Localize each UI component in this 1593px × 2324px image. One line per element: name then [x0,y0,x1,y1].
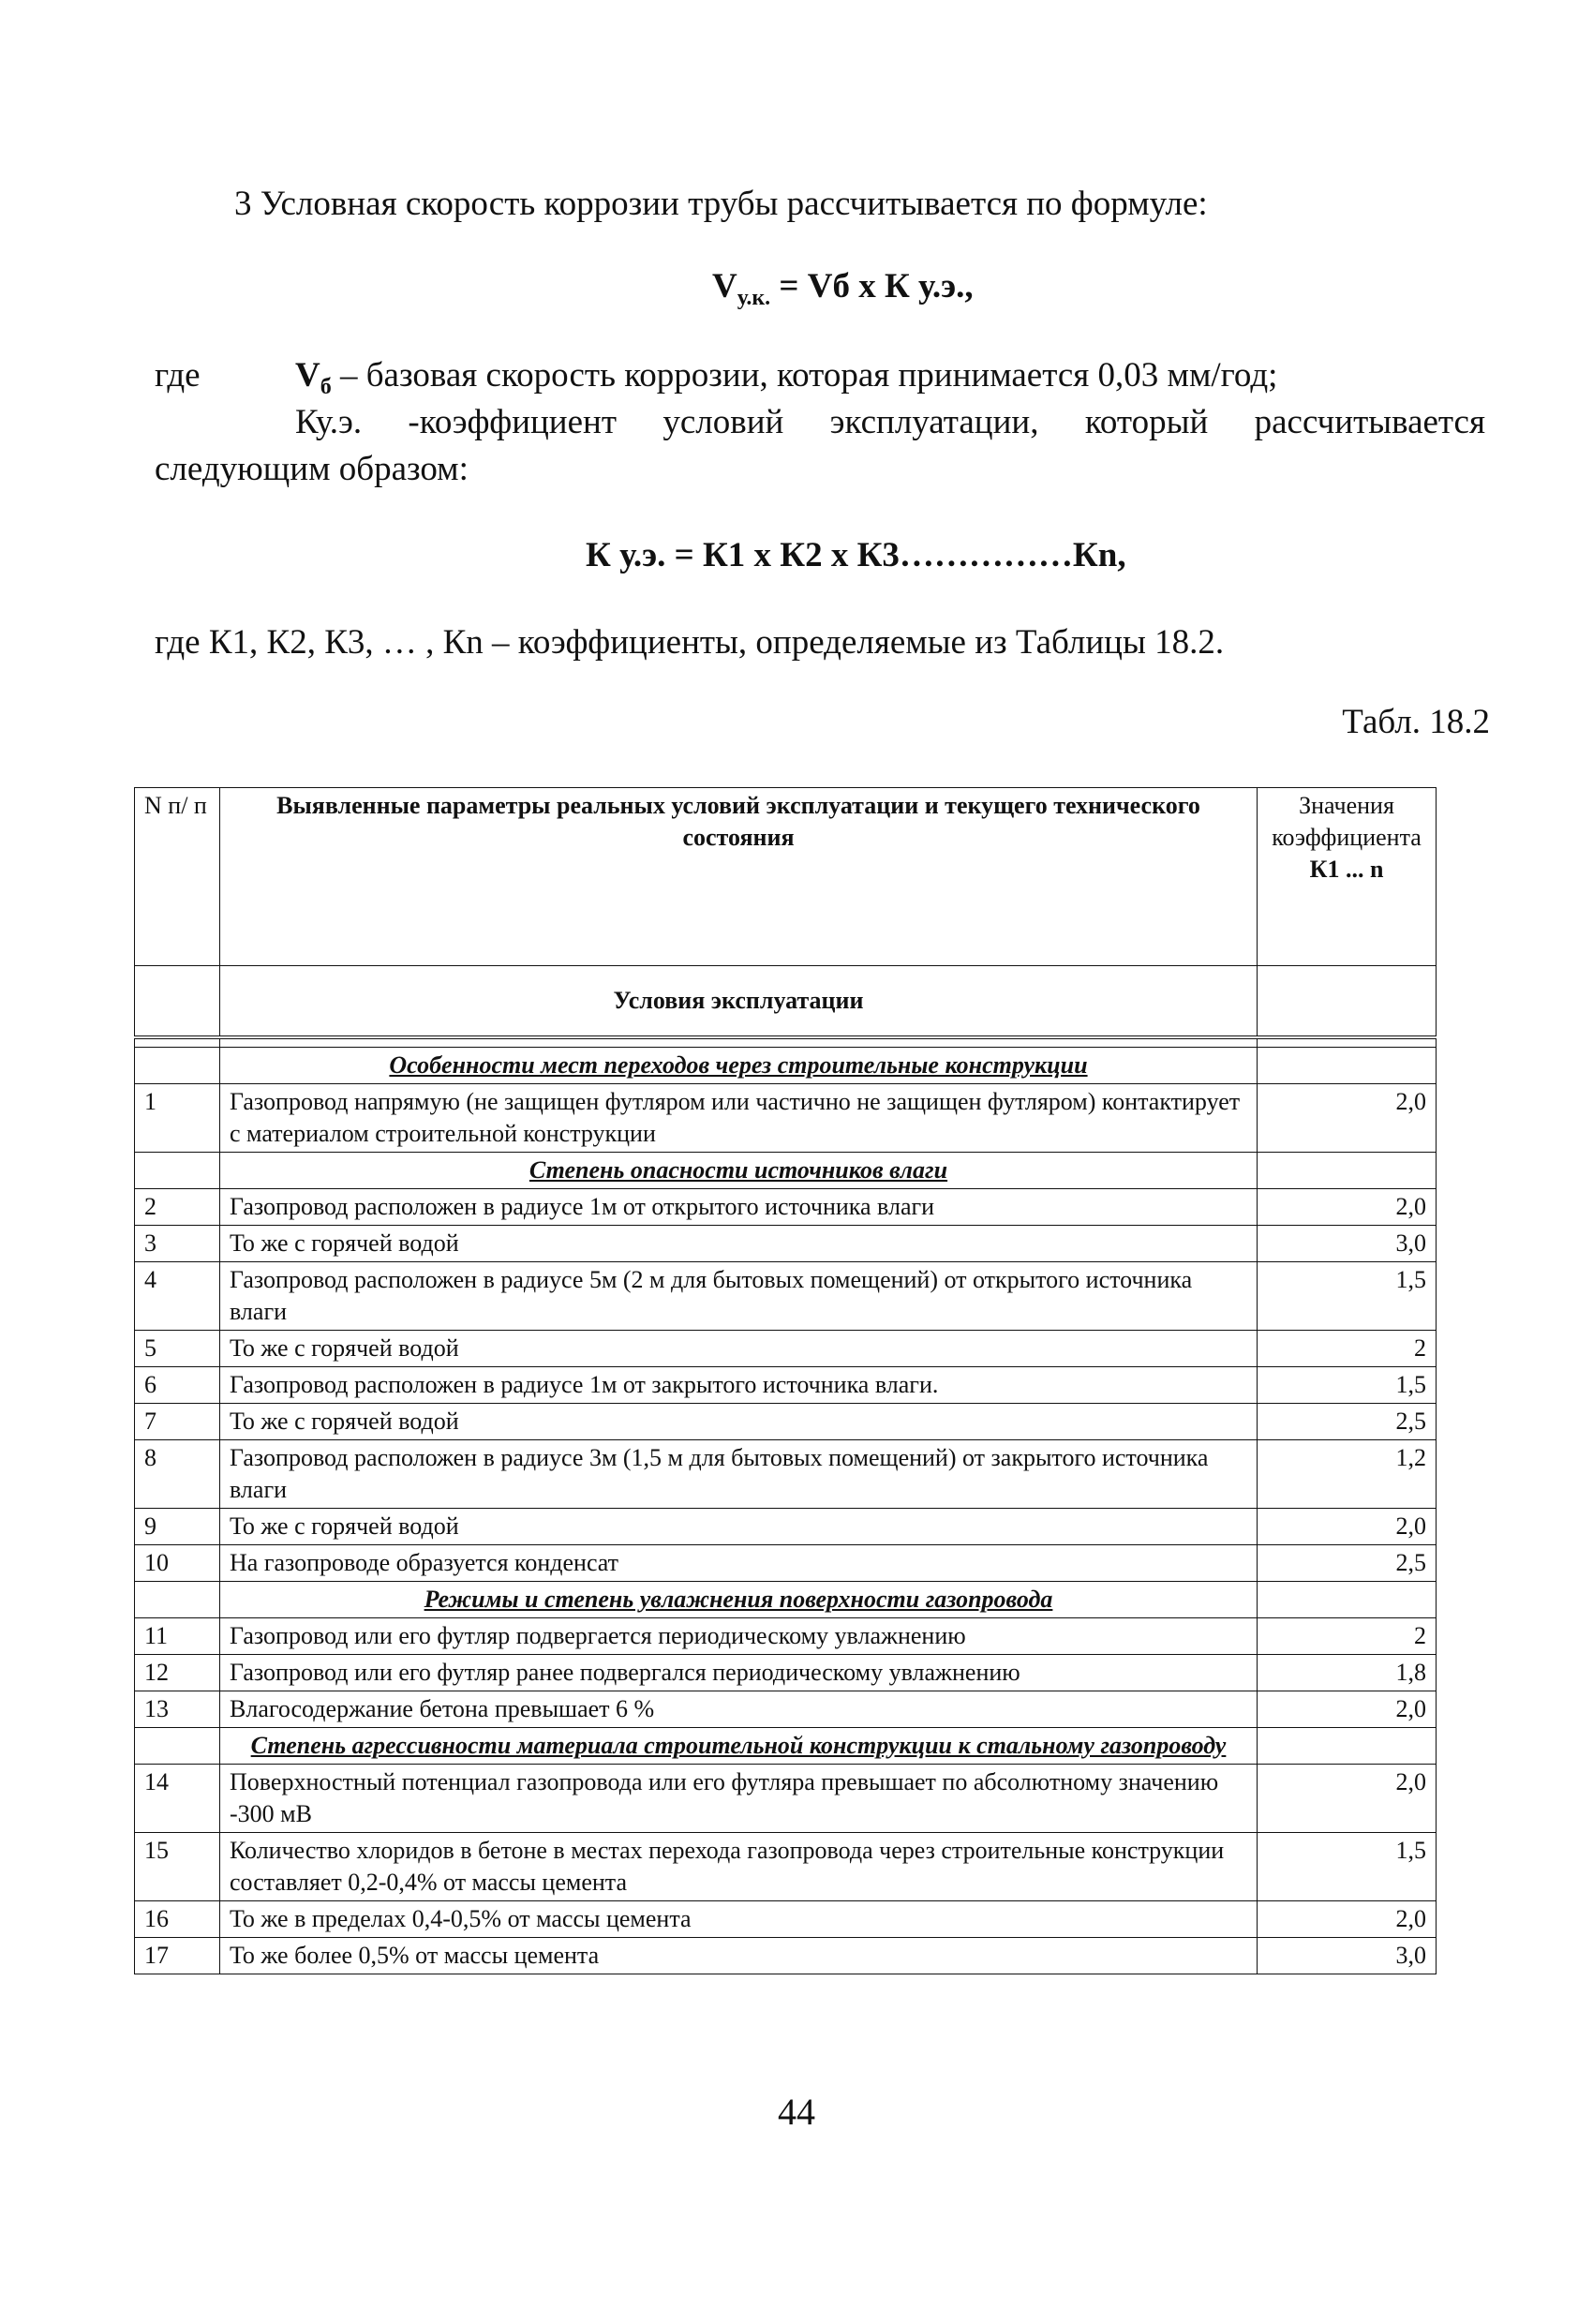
base-rate-sub: б [320,375,332,399]
row-parameter: Газопровод напрямую (не защищен футляром или частично не защищен футляром) контактирует с материалом строительной конструкции [220,1084,1258,1153]
section-separator [135,1037,1437,1048]
table-row [135,1226,1437,1262]
row-number: 3 [135,1226,220,1262]
row-value: 2,0 [1258,1189,1437,1226]
row-value: 2 [1258,1331,1437,1367]
row-parameter: На газопроводе образуется конденсат [220,1545,1258,1582]
empty-cell [1258,1728,1437,1765]
section-row [135,1582,1437,1618]
row-parameter: Количество хлоридов в бетоне в местах перехода газопровода через строительные конструкции составляет 0,2-0,4% от массы цемента [220,1833,1258,1901]
row-number: 13 [135,1691,220,1728]
table-row [135,1189,1437,1226]
coefficients-table [134,787,1437,1974]
header-value-k: К1 ... n [1309,856,1384,883]
coefficients-note: где К1, К2, К3, … , Кn – коэффициенты, определяемые из Таблицы 18.2. [155,623,1225,662]
formula-lhs-sub: у.к. [737,286,771,310]
header-value-label: Значения коэффициента [1272,792,1422,851]
row-parameter: То же с горячей водой [220,1331,1258,1367]
empty-cell [1258,1048,1437,1084]
header-number: N п/ п [135,788,220,966]
row-value: 1,5 [1258,1262,1437,1331]
formula-lhs: V [712,267,737,305]
row-parameter: Газопровод или его футляр ранее подвергался периодическому увлажнению [220,1655,1258,1691]
empty-cell [135,1048,220,1084]
row-parameter: То же с горячей водой [220,1404,1258,1440]
header-value [1258,788,1437,966]
table-row [135,1367,1437,1404]
empty-cell [1258,1582,1437,1618]
table-label: Табл. 18.2 [1342,703,1490,741]
section-title: Степень опасности источников влаги [220,1153,1258,1189]
row-parameter: То же с горячей водой [220,1509,1258,1545]
table-row [135,1262,1437,1331]
table-row [135,1440,1437,1509]
table-row [135,1765,1437,1833]
coefficient-definition: Ку.э. -коэффициент условий эксплуатации, который рассчитывается [295,403,1485,441]
row-parameter: Газопровод расположен в радиусе 3м (1,5 м для бытовых помещений) от закрытого источника влаги [220,1440,1258,1509]
table-body [135,966,1437,1974]
row-parameter: Газопровод расположен в радиусе 5м (2 м для бытовых помещений) от открытого источника влаги [220,1262,1258,1331]
table-row [135,1404,1437,1440]
formula-corrosion-rate [712,265,974,308]
row-parameter: То же в пределах 0,4-0,5% от массы цемента [220,1901,1258,1938]
row-number: 2 [135,1189,220,1226]
row-number: 16 [135,1901,220,1938]
row-number: 9 [135,1509,220,1545]
table-row [135,1509,1437,1545]
coefficient-definition-cont: следующим образом: [155,450,469,488]
section-title: Степень агрессивности материала строительной конструкции к стальному газопроводу [220,1728,1258,1765]
section-row [135,1153,1437,1189]
row-number: 15 [135,1833,220,1901]
page-number: 44 [778,2091,815,2133]
header-parameters: Выявленные параметры реальных условий эксплуатации и текущего технического состояния [220,788,1258,966]
row-number: 5 [135,1331,220,1367]
row-parameter: Поверхностный потенциал газопровода или его футляра превышает по абсолютному значению -300 мВ [220,1765,1258,1833]
row-value: 1,2 [1258,1440,1437,1509]
table-row [135,1833,1437,1901]
row-parameter: То же более 0,5% от массы цемента [220,1938,1258,1974]
row-value: 2,0 [1258,1901,1437,1938]
row-value: 2,0 [1258,1084,1437,1153]
section-row [135,1048,1437,1084]
row-number: 12 [135,1655,220,1691]
empty-cell [135,1153,220,1189]
row-value: 1,5 [1258,1833,1437,1901]
separator-cell [135,1037,220,1048]
table-row [135,1691,1437,1728]
formula-rhs: = Vб x К у.э., [779,267,974,305]
row-parameter: Газопровод расположен в радиусе 1м от закрытого источника влаги. [220,1367,1258,1404]
table-row [135,1331,1437,1367]
row-number: 10 [135,1545,220,1582]
section-row [135,1728,1437,1765]
section-title: Режимы и степень увлажнения поверхности газопровода [220,1582,1258,1618]
section-title: Особенности мест переходов через строительные конструкции [220,1048,1258,1084]
row-number: 17 [135,1938,220,1974]
base-rate-text: – базовая скорость коррозии, которая принимается 0,03 мм/год; [331,356,1278,395]
table-row [135,1618,1437,1655]
row-value: 2,5 [1258,1545,1437,1582]
separator-cell [220,1037,1258,1048]
row-number: 6 [135,1367,220,1404]
row-number: 14 [135,1765,220,1833]
row-value: 1,8 [1258,1655,1437,1691]
empty-cell [135,1582,220,1618]
empty-cell [135,966,220,1038]
row-value: 3,0 [1258,1226,1437,1262]
row-value: 3,0 [1258,1938,1437,1974]
row-number: 7 [135,1404,220,1440]
table-header-row [135,788,1437,966]
row-parameter: Газопровод или его футляр подвергается периодическому увлажнению [220,1618,1258,1655]
table-row [135,1655,1437,1691]
row-value: 1,5 [1258,1367,1437,1404]
row-number: 11 [135,1618,220,1655]
table-row [135,1901,1437,1938]
row-value: 2,0 [1258,1691,1437,1728]
row-number: 4 [135,1262,220,1331]
row-value: 2,0 [1258,1765,1437,1833]
row-value: 2,0 [1258,1509,1437,1545]
row-value: 2,5 [1258,1404,1437,1440]
where-label: где [155,356,201,395]
formula-coefficient: К у.э. = К1 x К2 x К3……………Кn, [586,536,1126,574]
separator-cell [1258,1037,1437,1048]
row-number: 8 [135,1440,220,1509]
empty-cell [135,1728,220,1765]
table-row [135,1084,1437,1153]
main-section-title: Условия эксплуатации [220,966,1258,1038]
row-parameter: Газопровод расположен в радиусе 1м от открытого источника влаги [220,1189,1258,1226]
main-section-row [135,966,1437,1038]
table-row [135,1938,1437,1974]
row-value: 2 [1258,1618,1437,1655]
row-parameter: Влагосодержание бетона превышает 6 % [220,1691,1258,1728]
intro-text: 3 Условная скорость коррозии трубы рассчитывается по формуле: [234,185,1208,223]
base-rate-definition [295,354,1277,397]
row-number: 1 [135,1084,220,1153]
row-parameter: То же с горячей водой [220,1226,1258,1262]
base-rate-symbol: V [295,356,320,395]
empty-cell [1258,966,1437,1038]
empty-cell [1258,1153,1437,1189]
table-row [135,1545,1437,1582]
